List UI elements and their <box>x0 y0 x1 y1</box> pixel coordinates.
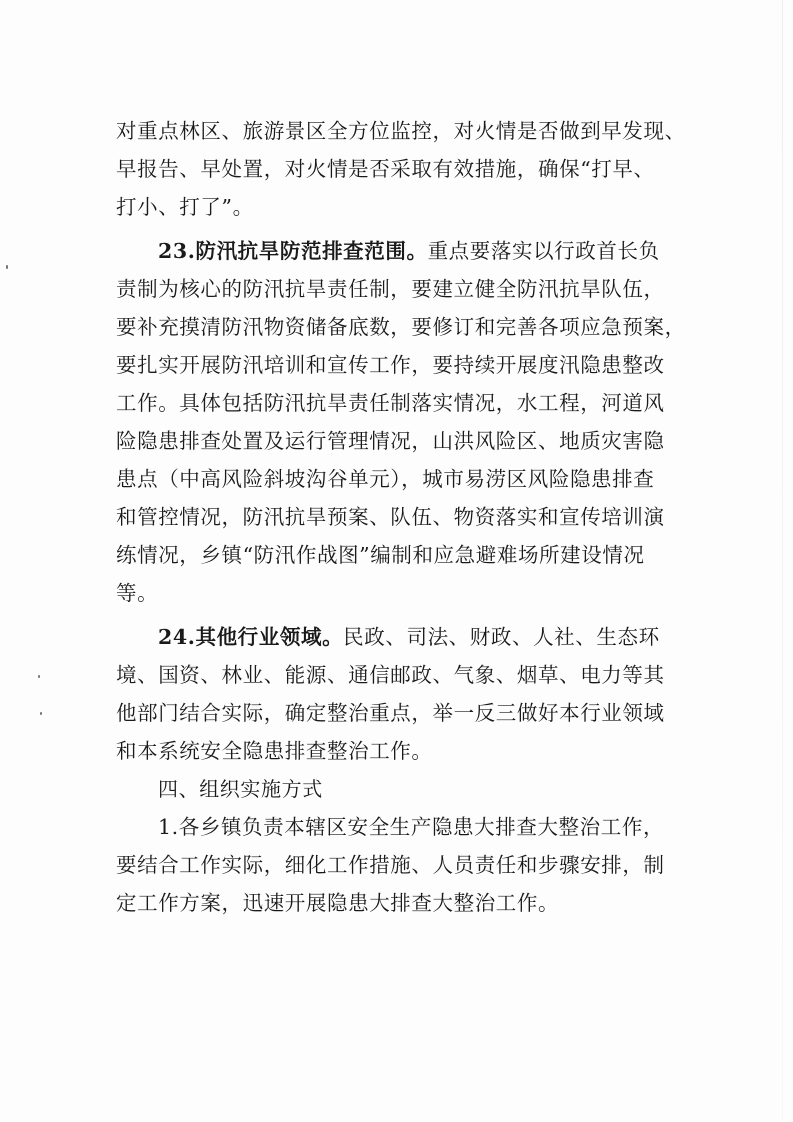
text-line: 等。 <box>116 581 159 605</box>
text-line: 患点（中高风险斜坡沟谷单元），城市易涝区风险隐患排查 <box>116 467 655 491</box>
text-line: 早报告、早处置，对火情是否采取有效措施，确保“打早、 <box>116 157 655 181</box>
text-line: 责制为核心的防汛抗旱责任制，要建立健全防汛抗旱队伍， <box>116 277 665 301</box>
text-line: 民政、司法、财政、人社、生态环 <box>343 625 660 649</box>
text-line: 要结合工作实际，细化工作措施、人员责任和步骤安排，制 <box>116 853 665 877</box>
text-line: 和管控情况，防汛抗旱预案、队伍、物资落实和宣传培训演 <box>116 505 665 529</box>
scan-speck <box>38 675 40 678</box>
text-line: 1.各乡镇负责本辖区安全生产隐患大排查大整治工作， <box>158 815 665 839</box>
scan-speck <box>6 265 8 269</box>
scan-edge <box>782 0 783 1122</box>
text-line: 他部门结合实际，确定整治重点，举一反三做好本行业领域 <box>116 701 665 725</box>
text-line: 练情况，乡镇“防汛作战图”编制和应急避难场所建设情况 <box>116 543 645 567</box>
scan-speck <box>40 712 42 715</box>
text-line: 要补充摸清防汛物资储备底数，要修订和完善各项应急预案， <box>116 315 686 339</box>
text-line: 险隐患排查处置及运行管理情况，山洪风险区、地质灾害隐 <box>116 429 665 453</box>
section-4-title: 四、组织实施方式 <box>158 777 323 801</box>
item-24-first-line <box>116 618 686 656</box>
text-line: 重点要落实以行政首长负 <box>427 239 660 263</box>
item-23-first-line <box>116 232 686 270</box>
text-line: 定工作方案，迅速开展隐患大排查大整治工作。 <box>116 891 560 915</box>
text-line: 对重点林区、旅游景区全方位监控，对火情是否做到早发现、 <box>116 119 686 143</box>
item-24-heading: 24.其他行业领域。 <box>158 625 344 649</box>
document-body <box>116 112 686 922</box>
text-line: 工作。具体包括防汛抗旱责任制落实情况，水工程，河道风 <box>116 391 665 415</box>
text-line: 和本系统安全隐患排查整治工作。 <box>116 739 433 763</box>
text-line: 境、国资、林业、能源、通信邮政、气象、烟草、电力等其 <box>116 663 665 687</box>
text-line: 打小、打了”。 <box>116 195 254 219</box>
text-line: 要扎实开展防汛培训和宣传工作，要持续开展度汛隐患整改 <box>116 353 665 377</box>
item-23-heading: 23.防汛抗旱防范排查范围。 <box>158 239 428 263</box>
